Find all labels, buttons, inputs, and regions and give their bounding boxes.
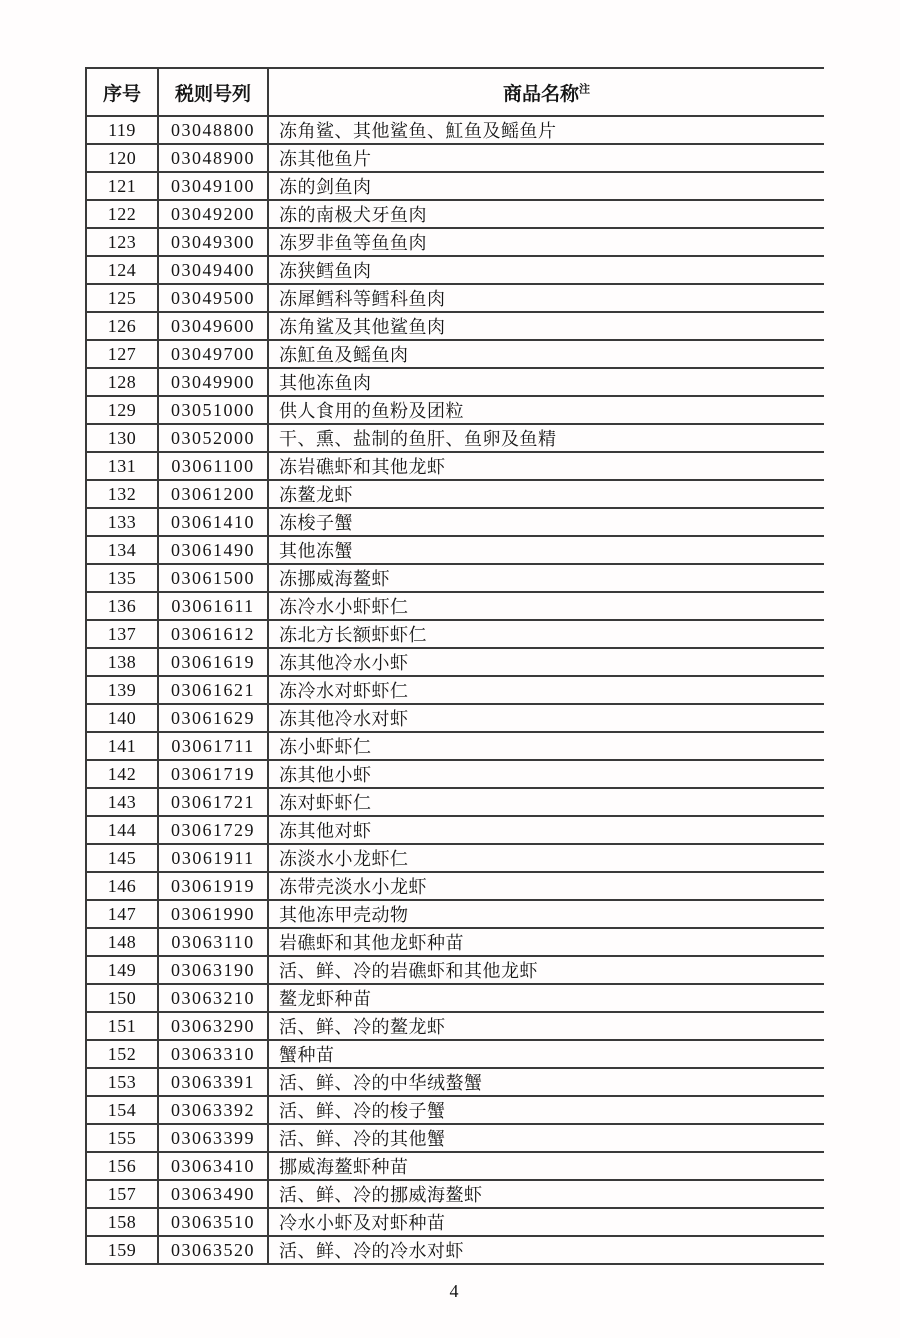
product-name-cell: 挪威海鳌虾种苗: [268, 1152, 824, 1180]
table-row: [86, 1180, 824, 1208]
tariff-code-cell: 03052000: [158, 424, 268, 452]
table-row: [86, 1208, 824, 1236]
table-row: [86, 1236, 824, 1264]
serial-number-cell: 155: [86, 1124, 158, 1152]
table-row: [86, 368, 824, 396]
tariff-code-cell: 03049600: [158, 312, 268, 340]
product-name-cell: 供人食用的鱼粉及团粒: [268, 396, 824, 424]
tariff-code-cell: 03061100: [158, 452, 268, 480]
tariff-code-cell: 03063290: [158, 1012, 268, 1040]
serial-number-cell: 128: [86, 368, 158, 396]
serial-number-cell: 145: [86, 844, 158, 872]
product-name-cell: 冻狭鳕鱼肉: [268, 256, 824, 284]
product-name-cell: 冻岩礁虾和其他龙虾: [268, 452, 824, 480]
tariff-code-cell: 03049500: [158, 284, 268, 312]
tariff-code-cell: 03063190: [158, 956, 268, 984]
serial-number-cell: 151: [86, 1012, 158, 1040]
table-row: [86, 732, 824, 760]
tariff-code-cell: 03063510: [158, 1208, 268, 1236]
tariff-code-cell: 03061711: [158, 732, 268, 760]
table-body: [86, 116, 824, 1264]
tariff-code-cell: 03061719: [158, 760, 268, 788]
serial-number-cell: 158: [86, 1208, 158, 1236]
product-name-cell: 冻冷水对虾虾仁: [268, 676, 824, 704]
table-row: [86, 816, 824, 844]
product-name-cell: 冻犀鳕科等鳕科鱼肉: [268, 284, 824, 312]
product-name-cell: 活、鲜、冷的中华绒螯蟹: [268, 1068, 824, 1096]
table-row: [86, 144, 824, 172]
serial-number-cell: 126: [86, 312, 158, 340]
table-row: [86, 928, 824, 956]
product-name-cell: 冻其他冷水对虾: [268, 704, 824, 732]
table-row: [86, 956, 824, 984]
serial-number-cell: 131: [86, 452, 158, 480]
product-name-cell: 活、鲜、冷的其他蟹: [268, 1124, 824, 1152]
tariff-code-cell: 03049900: [158, 368, 268, 396]
serial-number-cell: 141: [86, 732, 158, 760]
product-name-cell: 冻其他对虾: [268, 816, 824, 844]
table-row: [86, 508, 824, 536]
tariff-code-cell: 03061721: [158, 788, 268, 816]
tariff-code-cell: 03063210: [158, 984, 268, 1012]
serial-number-cell: 124: [86, 256, 158, 284]
serial-number-cell: 159: [86, 1236, 158, 1264]
tariff-code-cell: 03061911: [158, 844, 268, 872]
serial-number-cell: 149: [86, 956, 158, 984]
table-row: [86, 872, 824, 900]
product-name-cell: 冻挪威海鳌虾: [268, 564, 824, 592]
serial-number-cell: 139: [86, 676, 158, 704]
serial-number-cell: 123: [86, 228, 158, 256]
table-row: [86, 620, 824, 648]
tariff-code-cell: 03049200: [158, 200, 268, 228]
tariff-code-cell: 03061410: [158, 508, 268, 536]
table-row: [86, 256, 824, 284]
tariff-code-cell: 03049400: [158, 256, 268, 284]
table-row: [86, 396, 824, 424]
serial-number-cell: 148: [86, 928, 158, 956]
tariff-code-cell: 03061612: [158, 620, 268, 648]
tariff-table: [85, 67, 824, 1265]
serial-number-cell: 156: [86, 1152, 158, 1180]
product-name-cell: 冻角鲨、其他鲨鱼、魟鱼及鳐鱼片: [268, 116, 824, 144]
product-name-cell: 其他冻甲壳动物: [268, 900, 824, 928]
product-name-cell: 冻角鲨及其他鲨鱼肉: [268, 312, 824, 340]
table-row: [86, 564, 824, 592]
table-row: [86, 228, 824, 256]
product-name-cell: 活、鲜、冷的梭子蟹: [268, 1096, 824, 1124]
table-row: [86, 480, 824, 508]
table-row: [86, 1096, 824, 1124]
product-name-cell: 活、鲜、冷的岩礁虾和其他龙虾: [268, 956, 824, 984]
tariff-code-cell: 03063110: [158, 928, 268, 956]
product-name-cell: 冻带壳淡水小龙虾: [268, 872, 824, 900]
product-name-cell: 冻冷水小虾虾仁: [268, 592, 824, 620]
tariff-code-cell: 03049100: [158, 172, 268, 200]
serial-number-cell: 125: [86, 284, 158, 312]
tariff-code-cell: 03061919: [158, 872, 268, 900]
tariff-code-cell: 03061619: [158, 648, 268, 676]
table-row: [86, 424, 824, 452]
table-row: [86, 844, 824, 872]
serial-number-cell: 134: [86, 536, 158, 564]
serial-number-cell: 150: [86, 984, 158, 1012]
product-name-cell: 冻鳌龙虾: [268, 480, 824, 508]
header-note-superscript: 注: [579, 83, 590, 96]
product-name-cell: 冻的剑鱼肉: [268, 172, 824, 200]
table-row: [86, 1012, 824, 1040]
table-row: [86, 788, 824, 816]
tariff-code-cell: 03061200: [158, 480, 268, 508]
serial-number-cell: 133: [86, 508, 158, 536]
table-row: [86, 760, 824, 788]
serial-number-cell: 119: [86, 116, 158, 144]
tariff-code-cell: 03061629: [158, 704, 268, 732]
table-row: [86, 1040, 824, 1068]
product-name-cell: 冻罗非鱼等鱼鱼肉: [268, 228, 824, 256]
serial-number-cell: 121: [86, 172, 158, 200]
tariff-code-cell: 03063310: [158, 1040, 268, 1068]
table-row: [86, 200, 824, 228]
tariff-code-cell: 03061611: [158, 592, 268, 620]
table-row: [86, 1068, 824, 1096]
serial-number-cell: 140: [86, 704, 158, 732]
tariff-code-cell: 03061490: [158, 536, 268, 564]
table-row: [86, 452, 824, 480]
table-row: [86, 172, 824, 200]
tariff-code-cell: 03049700: [158, 340, 268, 368]
product-name-cell: 冻淡水小龙虾仁: [268, 844, 824, 872]
product-name-cell: 冻其他小虾: [268, 760, 824, 788]
serial-number-cell: 138: [86, 648, 158, 676]
product-name-cell: 冻对虾虾仁: [268, 788, 824, 816]
product-name-cell: 活、鲜、冷的鳌龙虾: [268, 1012, 824, 1040]
tariff-code-cell: 03061729: [158, 816, 268, 844]
table-row: [86, 116, 824, 144]
header-product-name: [268, 68, 824, 116]
table-row: [86, 536, 824, 564]
tariff-code-cell: 03061621: [158, 676, 268, 704]
table-row: [86, 1124, 824, 1152]
product-name-cell: 鳌龙虾种苗: [268, 984, 824, 1012]
table-row: [86, 592, 824, 620]
tariff-code-cell: 03063490: [158, 1180, 268, 1208]
serial-number-cell: 143: [86, 788, 158, 816]
table-row: [86, 340, 824, 368]
tariff-code-cell: 03063392: [158, 1096, 268, 1124]
table-row: [86, 676, 824, 704]
table-row: [86, 984, 824, 1012]
tariff-code-cell: 03063410: [158, 1152, 268, 1180]
product-name-cell: 干、熏、盐制的鱼肝、鱼卵及鱼精: [268, 424, 824, 452]
product-name-cell: 冷水小虾及对虾种苗: [268, 1208, 824, 1236]
serial-number-cell: 146: [86, 872, 158, 900]
serial-number-cell: 122: [86, 200, 158, 228]
product-name-cell: 其他冻蟹: [268, 536, 824, 564]
page-number: 4: [449, 1281, 459, 1301]
header-serial-number: 序号: [86, 68, 158, 116]
table-row: [86, 284, 824, 312]
serial-number-cell: 129: [86, 396, 158, 424]
serial-number-cell: 120: [86, 144, 158, 172]
serial-number-cell: 132: [86, 480, 158, 508]
product-name-cell: 活、鲜、冷的挪威海鳌虾: [268, 1180, 824, 1208]
header-product-name-text: 商品名称: [502, 83, 579, 105]
tariff-code-cell: 03051000: [158, 396, 268, 424]
product-name-cell: 其他冻鱼肉: [268, 368, 824, 396]
tariff-code-cell: 03061500: [158, 564, 268, 592]
table-row: [86, 900, 824, 928]
tariff-code-cell: 03049300: [158, 228, 268, 256]
tariff-code-cell: 03063399: [158, 1124, 268, 1152]
product-name-cell: 岩礁虾和其他龙虾种苗: [268, 928, 824, 956]
serial-number-cell: 135: [86, 564, 158, 592]
serial-number-cell: 157: [86, 1180, 158, 1208]
tariff-code-cell: 03061990: [158, 900, 268, 928]
tariff-code-cell: 03063520: [158, 1236, 268, 1264]
header-row: [86, 68, 824, 116]
serial-number-cell: 147: [86, 900, 158, 928]
product-name-cell: 冻其他冷水小虾: [268, 648, 824, 676]
product-name-cell: 冻魟鱼及鳐鱼肉: [268, 340, 824, 368]
serial-number-cell: 152: [86, 1040, 158, 1068]
serial-number-cell: 154: [86, 1096, 158, 1124]
tariff-code-cell: 03048900: [158, 144, 268, 172]
table-row: [86, 648, 824, 676]
serial-number-cell: 127: [86, 340, 158, 368]
serial-number-cell: 137: [86, 620, 158, 648]
table-row: [86, 704, 824, 732]
serial-number-cell: 153: [86, 1068, 158, 1096]
product-name-cell: 活、鲜、冷的冷水对虾: [268, 1236, 824, 1264]
serial-number-cell: 130: [86, 424, 158, 452]
table-row: [86, 312, 824, 340]
tariff-code-cell: 03048800: [158, 116, 268, 144]
product-name-cell: 蟹种苗: [268, 1040, 824, 1068]
product-name-cell: 冻小虾虾仁: [268, 732, 824, 760]
table-row: [86, 1152, 824, 1180]
header-tariff-code: 税则号列: [158, 68, 268, 116]
product-name-cell: 冻的南极犬牙鱼肉: [268, 200, 824, 228]
serial-number-cell: 142: [86, 760, 158, 788]
product-name-cell: 冻梭子蟹: [268, 508, 824, 536]
tariff-code-cell: 03063391: [158, 1068, 268, 1096]
serial-number-cell: 144: [86, 816, 158, 844]
product-name-cell: 冻北方长额虾虾仁: [268, 620, 824, 648]
serial-number-cell: 136: [86, 592, 158, 620]
product-name-cell: 冻其他鱼片: [268, 144, 824, 172]
